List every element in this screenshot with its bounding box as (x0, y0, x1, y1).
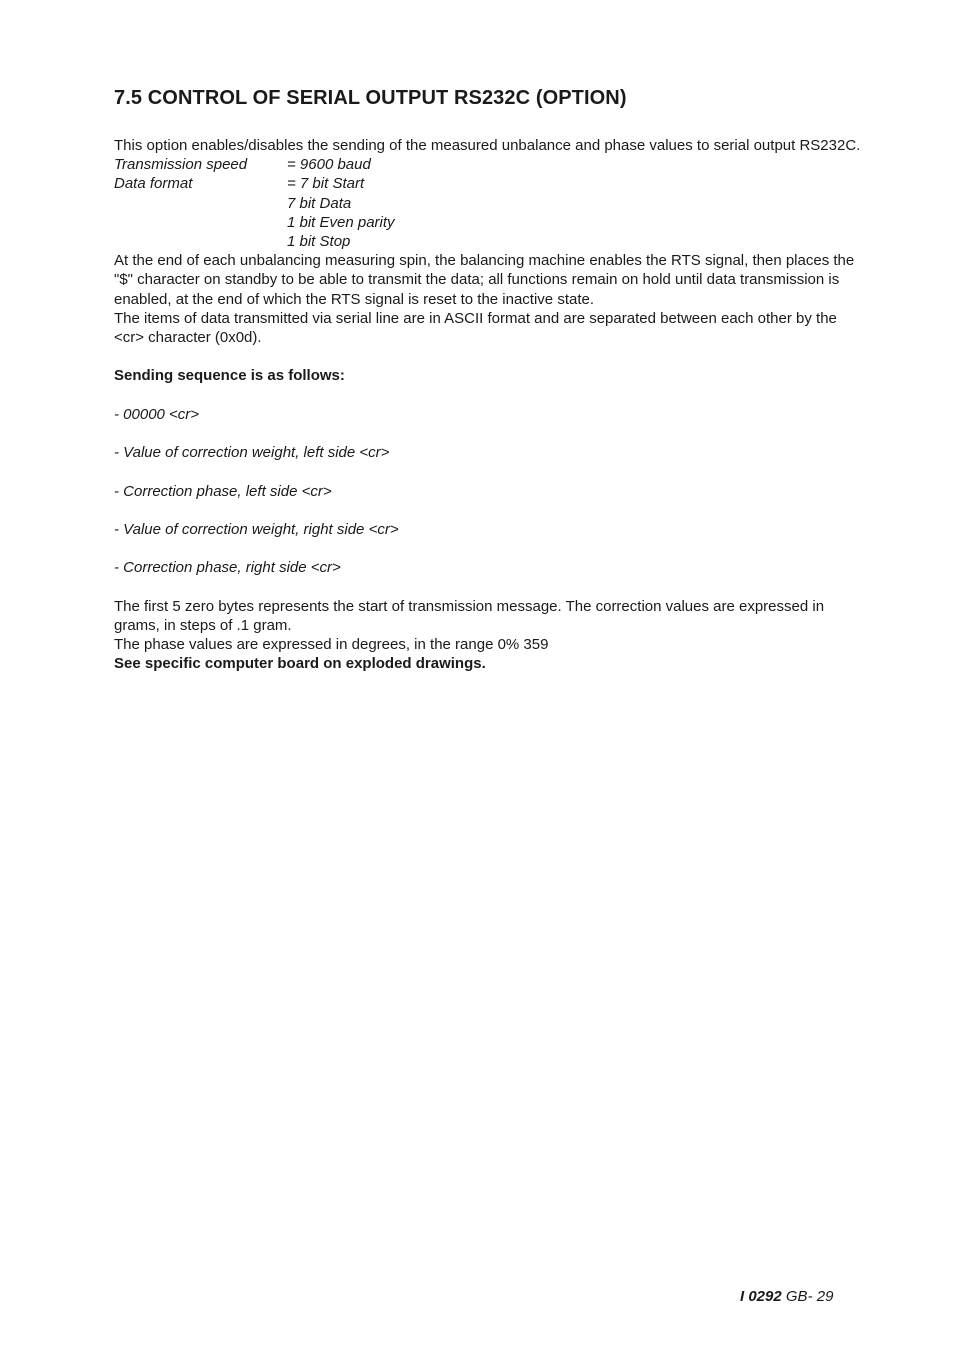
spec-row-transmission-speed (114, 155, 866, 174)
document-page (114, 86, 866, 674)
rts-paragraph: At the end of each unbalancing measuring spin, the balancing machine enables the RTS signal, then places the "$" character on standby to be able to transmit the data; all functions remain on hold until data transmission is enabled, at the end of which the RTS signal is reset to the inactive state. (114, 252, 855, 308)
list-item: - Correction phase, right side <cr> (114, 559, 341, 577)
spec-value: = 7 bit Start (287, 175, 365, 193)
spec-value: 1 bit Even parity (287, 213, 395, 231)
intro-paragraph: This option enables/disables the sending of the measured unbalance and phase values to serial output RS232C. (114, 137, 861, 154)
spec-row-data-format (114, 174, 866, 251)
closing-paragraph: The first 5 zero bytes represents the start of transmission message. The correction values are expressed in grams, in steps of .1 gram. (114, 597, 825, 634)
spec-value: 7 bit Data (287, 194, 352, 212)
spec-values (287, 155, 866, 174)
list-item: - Correction phase, left side <cr> (114, 482, 332, 500)
list-item: - Value of correction weight, right side <cr> (114, 520, 399, 538)
see-drawings-note: See specific computer board on exploded drawings. (114, 655, 486, 673)
section-title: 7.5 CONTROL OF SERIAL OUTPUT RS232C (OPTION) (114, 87, 627, 109)
list-item: - 00000 <cr> (114, 405, 200, 423)
phase-paragraph: The phase values are expressed in degrees, in the range 0% 359 (114, 636, 549, 654)
list-item: - Value of correction weight, left side <cr> (114, 444, 390, 462)
page-footer (740, 1287, 833, 1306)
page-number: GB- 29 (785, 1288, 834, 1305)
items-paragraph: The items of data transmitted via serial line are in ASCII format and are separated between each other by the <cr> character (0x0d). (114, 309, 837, 347)
spec-value: 1 bit Stop (287, 233, 351, 251)
spec-table (114, 155, 866, 251)
sequence-heading: Sending sequence is as follows: (114, 367, 345, 385)
spec-label: Transmission speed (114, 156, 248, 174)
spacer (114, 347, 866, 366)
spec-values (287, 174, 866, 251)
sequence-list (114, 405, 866, 578)
spec-label: Data format (114, 175, 193, 193)
spec-value: = 9600 baud (287, 156, 371, 174)
document-code: I 0292 (740, 1288, 782, 1305)
spacer (114, 386, 866, 405)
